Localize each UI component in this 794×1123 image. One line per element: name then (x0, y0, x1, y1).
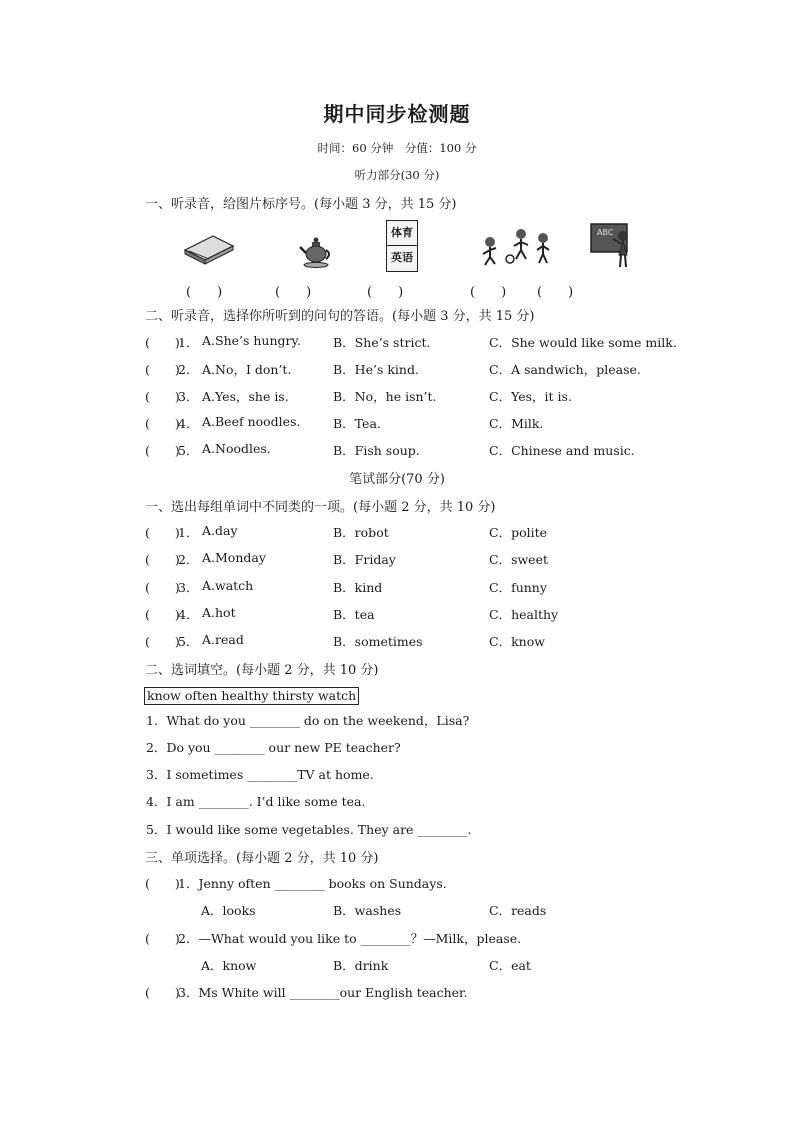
answer-paren[interactable]: ( ) (145, 607, 180, 622)
fill-blank-item[interactable]: 5．I would like some vegetables. They are ________. (146, 822, 472, 837)
option-a: A.Monday (202, 550, 266, 565)
subject-sign-picture (386, 220, 418, 272)
answer-paren[interactable]: ( ) (145, 362, 180, 377)
answer-paren[interactable]: ( ) (145, 931, 180, 946)
fill-blank-item[interactable]: 4．I am ________. I’d like some tea. (146, 794, 366, 809)
answer-paren[interactable]: ( ) (145, 552, 180, 567)
question-stem: 1．Jenny often ________ books on Sundays. (178, 876, 447, 891)
option-a: A.She’s hungry. (202, 333, 301, 348)
option-c: C．She would like some milk. (489, 335, 677, 350)
option-c: C．healthy (489, 607, 559, 622)
writing-section-1-heading: 一、选出每组单词中不同类的一项。(每小题 2 分，共 10 分) (145, 500, 496, 515)
question-number: 4． (178, 607, 199, 622)
question-number: 2． (178, 552, 199, 567)
option-c: C．Chinese and music. (489, 443, 635, 458)
option-b: B．Tea. (333, 416, 381, 431)
option-a: A.watch (202, 578, 254, 593)
option-a: A.day (202, 523, 238, 538)
option-c: C．Yes，it is. (489, 389, 572, 404)
answer-paren[interactable]: ( ) (145, 580, 180, 595)
word-bank-box: know often healthy thirsty watch (144, 687, 359, 705)
option-b: B．robot (333, 525, 389, 540)
option-b: B．Friday (333, 552, 396, 567)
option-a: A.hot (202, 605, 236, 620)
picture-answer-paren[interactable]: ( ) (275, 285, 312, 300)
question-number: 5． (178, 634, 199, 649)
writing-part-header: 笔试部分(70 分) (349, 472, 445, 487)
answer-paren[interactable]: ( ) (145, 416, 180, 431)
option-b: B．kind (333, 580, 383, 595)
fill-blank-item[interactable]: 2．Do you ________ our new PE teacher? (146, 740, 401, 755)
option-b: B．sometimes (333, 634, 423, 649)
option-a: A.Yes，she is. (202, 389, 289, 404)
sign-text-top: 体育 (387, 221, 417, 246)
picture-answer-paren[interactable]: ( ) (186, 285, 223, 300)
picture-answer-paren[interactable]: ( ) (537, 285, 574, 300)
question-number: 1． (178, 525, 199, 540)
option-a: A．looks (201, 903, 256, 918)
question-number: 2． (178, 362, 199, 377)
option-a: A．know (201, 958, 257, 973)
option-c: C．know (489, 634, 545, 649)
listening-section-2-heading: 二、听录音，选择你所听到的问句的答语。(每小题 3 分，共 15 分) (145, 309, 535, 324)
sign-text-bottom: 英语 (391, 251, 413, 264)
teacher-blackboard-picture (589, 221, 637, 271)
option-b: B．washes (333, 903, 402, 918)
answer-paren[interactable]: ( ) (145, 985, 180, 1000)
fill-blank-item[interactable]: 3．I sometimes ________TV at home. (146, 767, 374, 782)
option-a: A.Noodles. (202, 441, 271, 456)
listening-part-header: 听力部分(30 分) (354, 168, 440, 182)
sandwich-picture (183, 232, 235, 266)
picture-answer-paren[interactable]: ( ) (367, 285, 404, 300)
listening-section-1-heading: 一、听录音，给图片标序号。(每小题 3 分，共 15 分) (145, 197, 457, 212)
question-number: 1． (178, 335, 199, 350)
option-c: C．Milk. (489, 416, 544, 431)
answer-paren[interactable]: ( ) (145, 389, 180, 404)
option-c: C．eat (489, 958, 531, 973)
time-score-line: 时间：60 分钟 分值：100 分 (317, 141, 477, 155)
option-c: C．polite (489, 525, 548, 540)
question-number: 5． (178, 443, 199, 458)
option-c: C．A sandwich，please. (489, 362, 641, 377)
option-b: B．Fish soup. (333, 443, 420, 458)
teapot-picture (299, 233, 333, 269)
option-c: C．reads (489, 903, 547, 918)
option-a: A.Beef noodles. (202, 414, 301, 429)
board-text: ABC (597, 228, 614, 237)
option-a: A.read (202, 632, 244, 647)
question-number: 4． (178, 416, 199, 431)
writing-section-2-heading: 二、选词填空。(每小题 2 分，共 10 分) (145, 663, 379, 678)
question-stem: 2．—What would you like to ________？—Milk，please. (178, 931, 522, 946)
writing-section-3-heading: 三、单项选择。(每小题 2 分，共 10 分) (145, 851, 379, 866)
picture-answer-paren[interactable]: ( ) (470, 285, 507, 300)
answer-paren[interactable]: ( ) (145, 634, 180, 649)
option-c: C．sweet (489, 552, 548, 567)
option-a: A.No，I don’t. (202, 362, 292, 377)
option-b: B．He’s kind. (333, 362, 419, 377)
option-b: B．drink (333, 958, 389, 973)
answer-paren[interactable]: ( ) (145, 876, 180, 891)
question-number: 3． (178, 580, 199, 595)
answer-paren[interactable]: ( ) (145, 335, 180, 350)
option-c: C．funny (489, 580, 547, 595)
option-b: B．She’s strict. (333, 335, 431, 350)
option-b: B．No，he isn’t. (333, 389, 437, 404)
question-number: 3． (178, 389, 199, 404)
option-b: B．tea (333, 607, 375, 622)
page-title: 期中同步检测题 (323, 102, 471, 126)
answer-paren[interactable]: ( ) (145, 443, 180, 458)
fill-blank-item[interactable]: 1．What do you ________ do on the weekend，Lisa? (146, 713, 470, 728)
kids-playing-football-picture (480, 226, 554, 268)
answer-paren[interactable]: ( ) (145, 525, 180, 540)
question-stem: 3．Ms White will ________our English teacher. (178, 985, 468, 1000)
